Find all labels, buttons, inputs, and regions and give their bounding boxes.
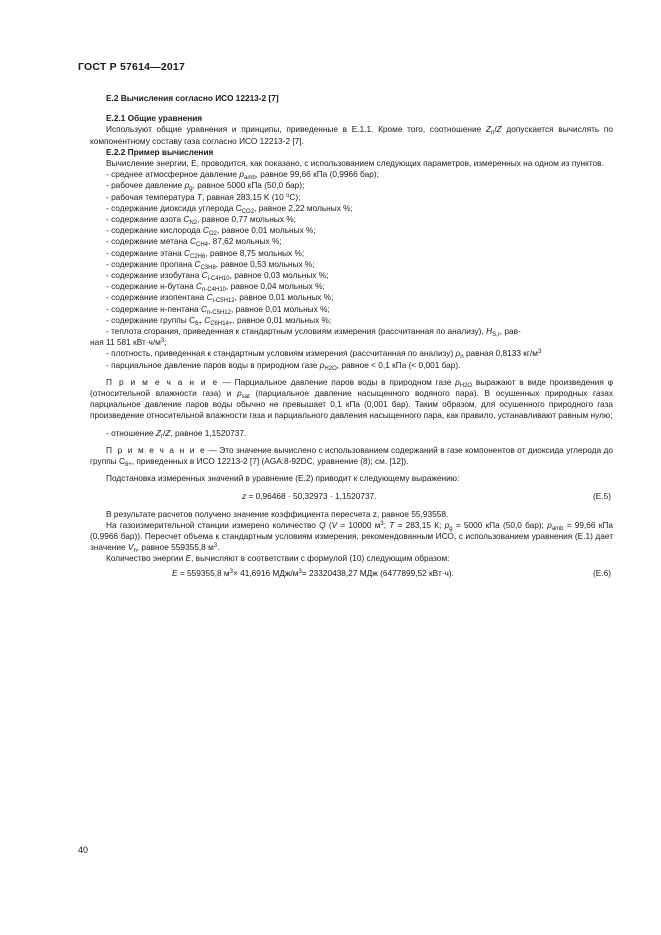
param-item: - рабочая температура T, равная 283,15 K (10 $^o$C); <box>106 191 301 202</box>
subsection-title-example: E.2.2 Пример вычисления <box>106 146 214 157</box>
param-item: - содержание кислорода $C_{O2}$, равное 0,01 мольных %; <box>106 225 316 238</box>
document-body <box>90 93 613 580</box>
example-intro: Вычисление энергии, E, проводится, как показано, с использованием следующих параметров, измеренных на одном из пунктов. <box>106 158 604 169</box>
param-item: - содержание н-бутана $C_{n-C4H10}$, равное 0,04 мольных %; <box>106 281 325 294</box>
param-item: - рабочее давление $p_g$, равное 5000 кПа (50,0 бар); <box>106 180 305 193</box>
equation-e5-formula: z = 0,96468 · 50,32973 · 1,1520737. <box>242 490 377 501</box>
param-item: - среднее атмосферное давление $p_{amb}$, равное 99,66 кПа (0,9966 бар); <box>106 169 379 182</box>
param-item: - плотность, приведенная к стандартным условиям измерения (рассчитанная по анализу) $\rho_n$ равная 0,8133 $кг/м^3$ <box>106 348 542 361</box>
param-item: - парциальное давление паров воды в природном газе $p_{H2O}$, равное < 0,1 кПа (< 0,001 бар). <box>106 359 461 372</box>
param-item: - содержание этана $C_{C2H6}$, равное 8,75 мольных %; <box>106 247 305 260</box>
section-title: E.2 Вычисления согласно ИСО 12213-2 [7] <box>106 93 279 103</box>
general-equations-paragraph: Используют общие уравнения и принципы, приведенные в Е.1.1. Кроме того, соотношение $Z_n/Z$ допускается вычислять по компонентному составу газа согласно ИСО 12213-2 [7]. <box>90 124 613 146</box>
param-item: - теплота сгорания, приведенная к стандартным условиям измерения (рассчитанная по анализу), $H_{S,r}$, рав- ная 11 581 $кВт\cdot ч/м^3$; <box>90 326 521 348</box>
equation-e5 <box>90 491 613 503</box>
equation-e6-number: (E.6) <box>593 567 611 578</box>
param-item: - содержание азота $C_{N2}$, равное 0,77 мольных %; <box>106 214 296 227</box>
equation-e5-number: (E.5) <box>593 490 611 501</box>
note-c6-group: П р и м е ч а н и е — Это значение вычислено с использованием содержаний в газе компонентов от диоксида углерода до группы $C_{6+}$, приведенных в ИСО 12213-2 [7] (AGA:8-92DC, уравнение (8); см. [12]). <box>90 444 613 469</box>
page-number: 40 <box>78 845 89 855</box>
note-water-vapour: П р и м е ч а н и е — Парциальное давление паров воды в природном газе $p_{H2O}$ выражают в виде произведения φ (относительной влажности газа) и $p_{sat}$ (парциальное давление насыщенного водяного пара). В осушенных природных газах парциальное давление паров воды обычно не превышает 0,1 кПа (0,001 бар). Таким образом, для осушенного природного газа произведение относительной влажности газа и парциального давления насыщенного пара, как правило, устанавливают равным нулю; <box>90 376 613 421</box>
param-item: - содержание изобутана $C_{i-C4H10}$, равное 0,03 мольных %; <box>106 270 329 283</box>
param-item: - содержание изопентана $C_{i-C5H12}$, равное 0,01 мольных %; <box>106 292 334 305</box>
subsection-title-general: E.2.1 Общие уравнения <box>106 113 203 124</box>
ratio-item: - отношение $Z_r/Z$, равное 1,1520737. <box>106 427 247 440</box>
param-item: - содержание диоксида углерода $C_{CO2}$, равное 2,22 мольных %; <box>106 202 353 215</box>
note-label: П р и м е ч а н и е <box>106 376 219 387</box>
param-item: - содержание группы $C_{6+}$ $C_{C6H14+}$, равное 0,01 мольных %; <box>106 314 332 327</box>
energy-intro-paragraph: Количество энергии E, вычисляют в соответствии с формулой (10) следующим образом: <box>106 553 450 564</box>
note-label: П р и м е ч а н и е <box>106 444 207 455</box>
station-paragraph: На газоизмерительной станции измерено количество Q (V = 10000 $м^3$; T = 283,15 К; $p_g = 5000$ кПа (50,0 бар); $p_{amb} = 99,66$ кПа (0,9966 бар)). Пересчет объема к стандартным условиям измерения, рекомендованным ИСО, с использованием уравнения (Е.1) дает значение $V_n$, равное 559355,8 $м^3$. <box>90 519 613 555</box>
param-item: - содержание метана $C_{CH4}$, 87,62 мольных %; <box>106 236 282 249</box>
result-z-paragraph: В результате расчетов получено значение коэффициента пересчета z, равное 55,93558. <box>106 508 449 519</box>
substitution-paragraph: Подстановка измеренных значений в уравнение (Е.2) приводит к следующему выражению: <box>106 473 460 484</box>
param-item: - содержание н-пентана $C_{n-C5H12}$, равное 0,01 мольных %; <box>106 303 330 316</box>
document-header: ГОСТ Р 57614—2017 <box>78 61 186 73</box>
equation-e6-formula: E = 559355,8 $м^3\times 41,6916$ МДж/$м^3= 23320438,27$ МДж (6477899,52 кВт·ч). <box>172 567 454 578</box>
param-item: - содержание пропана $C_{C3H8}$, равное 0,53 мольных %; <box>106 258 315 271</box>
equation-e6 <box>90 568 613 580</box>
